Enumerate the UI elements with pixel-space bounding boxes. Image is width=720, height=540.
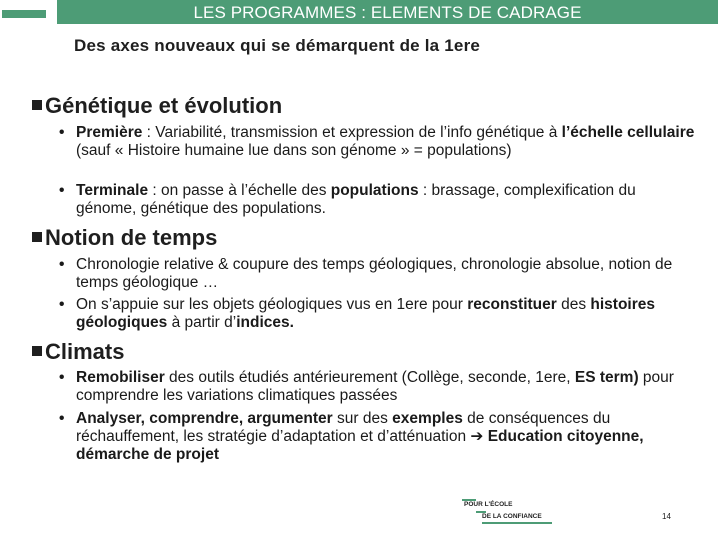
bullet-text: : on passe à l’échelle des <box>148 182 331 199</box>
bullet-dot-icon: • <box>59 369 65 386</box>
bullet-text: des <box>556 296 591 313</box>
bullet-dot-icon: • <box>59 182 65 199</box>
slide-title: LES PROGRAMMES : ELEMENTS DE CADRAGE <box>57 0 718 24</box>
section-title: Notion de temps <box>45 225 218 250</box>
bullet-text: : Variabilité, transmission et expression de l’info génétique à <box>142 124 562 141</box>
bullet-keyword: populations <box>330 182 419 199</box>
bullet-dot-icon: • <box>59 296 65 313</box>
bullet-text: de conséquences du réchauffement, les stratégie d’adaptation et d’atténuation <box>76 410 611 445</box>
bullet-remobiliser <box>59 369 699 405</box>
bullet-keyword: histoires géologiques <box>76 296 656 331</box>
section-title: Climats <box>45 339 125 364</box>
logo-text-line1: POUR L'ÉCOLE <box>464 501 513 508</box>
right-arrow-icon: ➔ <box>470 428 484 445</box>
bullet-objets-geologiques <box>59 296 699 332</box>
square-bullet-icon <box>32 232 42 242</box>
ecole-confiance-logo <box>456 499 566 525</box>
bullet-keyword: Remobiliser <box>76 369 165 386</box>
bullet-text: (sauf « Histoire humaine lue dans son génome » = populations) <box>76 142 512 159</box>
bullet-text: pour comprendre les variations climatiques passées <box>76 369 674 404</box>
bullet-dot-icon: • <box>59 124 65 141</box>
logo-text-line2: DE LA CONFIANCE <box>482 513 542 520</box>
section-heading-climats <box>32 339 124 365</box>
section-heading-temps <box>32 225 217 251</box>
bullet-text: des outils étudiés antérieurement (Collège, seconde, 1ere, <box>164 369 575 386</box>
logo-accent-stroke <box>482 522 552 524</box>
bullet-dot-icon: • <box>59 410 65 427</box>
page-number: 14 <box>662 512 671 521</box>
bullet-keyword: Terminale <box>76 182 149 199</box>
section-title: Génétique et évolution <box>45 93 283 118</box>
bullet-text: : brassage, complexification du génome, génétique des populations. <box>76 182 636 217</box>
bullet-keyword: l’échelle cellulaire <box>561 124 695 141</box>
bullet-premiere <box>59 124 699 160</box>
slide-subtitle: Des axes nouveaux qui se démarquent de la 1ere <box>74 36 481 55</box>
bullet-text: sur des <box>332 410 393 427</box>
bullet-analyser <box>59 410 699 464</box>
bullet-keyword: Première <box>76 124 143 141</box>
bullet-keyword: ES term) <box>574 369 639 386</box>
bullet-chronologie <box>59 256 699 292</box>
bullet-text: On s’appuie sur les objets géologiques vus en 1ere pour <box>76 296 468 313</box>
bullet-text: à partir d’ <box>167 314 237 331</box>
section-heading-genetique <box>32 93 282 119</box>
bullet-text: Chronologie relative & coupure des temps géologiques, chronologie absolue, notion de temps géologique … <box>76 256 673 291</box>
bullet-keyword: indices. <box>236 314 294 331</box>
square-bullet-icon <box>32 100 42 110</box>
bullet-keyword: Education citoyenne, démarche de projet <box>76 428 644 463</box>
bullet-terminale <box>59 182 699 218</box>
bullet-dot-icon: • <box>59 256 65 273</box>
bullet-keyword: Analyser, comprendre, argumenter <box>76 410 333 427</box>
bullet-keyword: exemples <box>392 410 463 427</box>
square-bullet-icon <box>32 346 42 356</box>
corner-accent-bar <box>2 10 46 18</box>
bullet-keyword: reconstituer <box>467 296 557 313</box>
